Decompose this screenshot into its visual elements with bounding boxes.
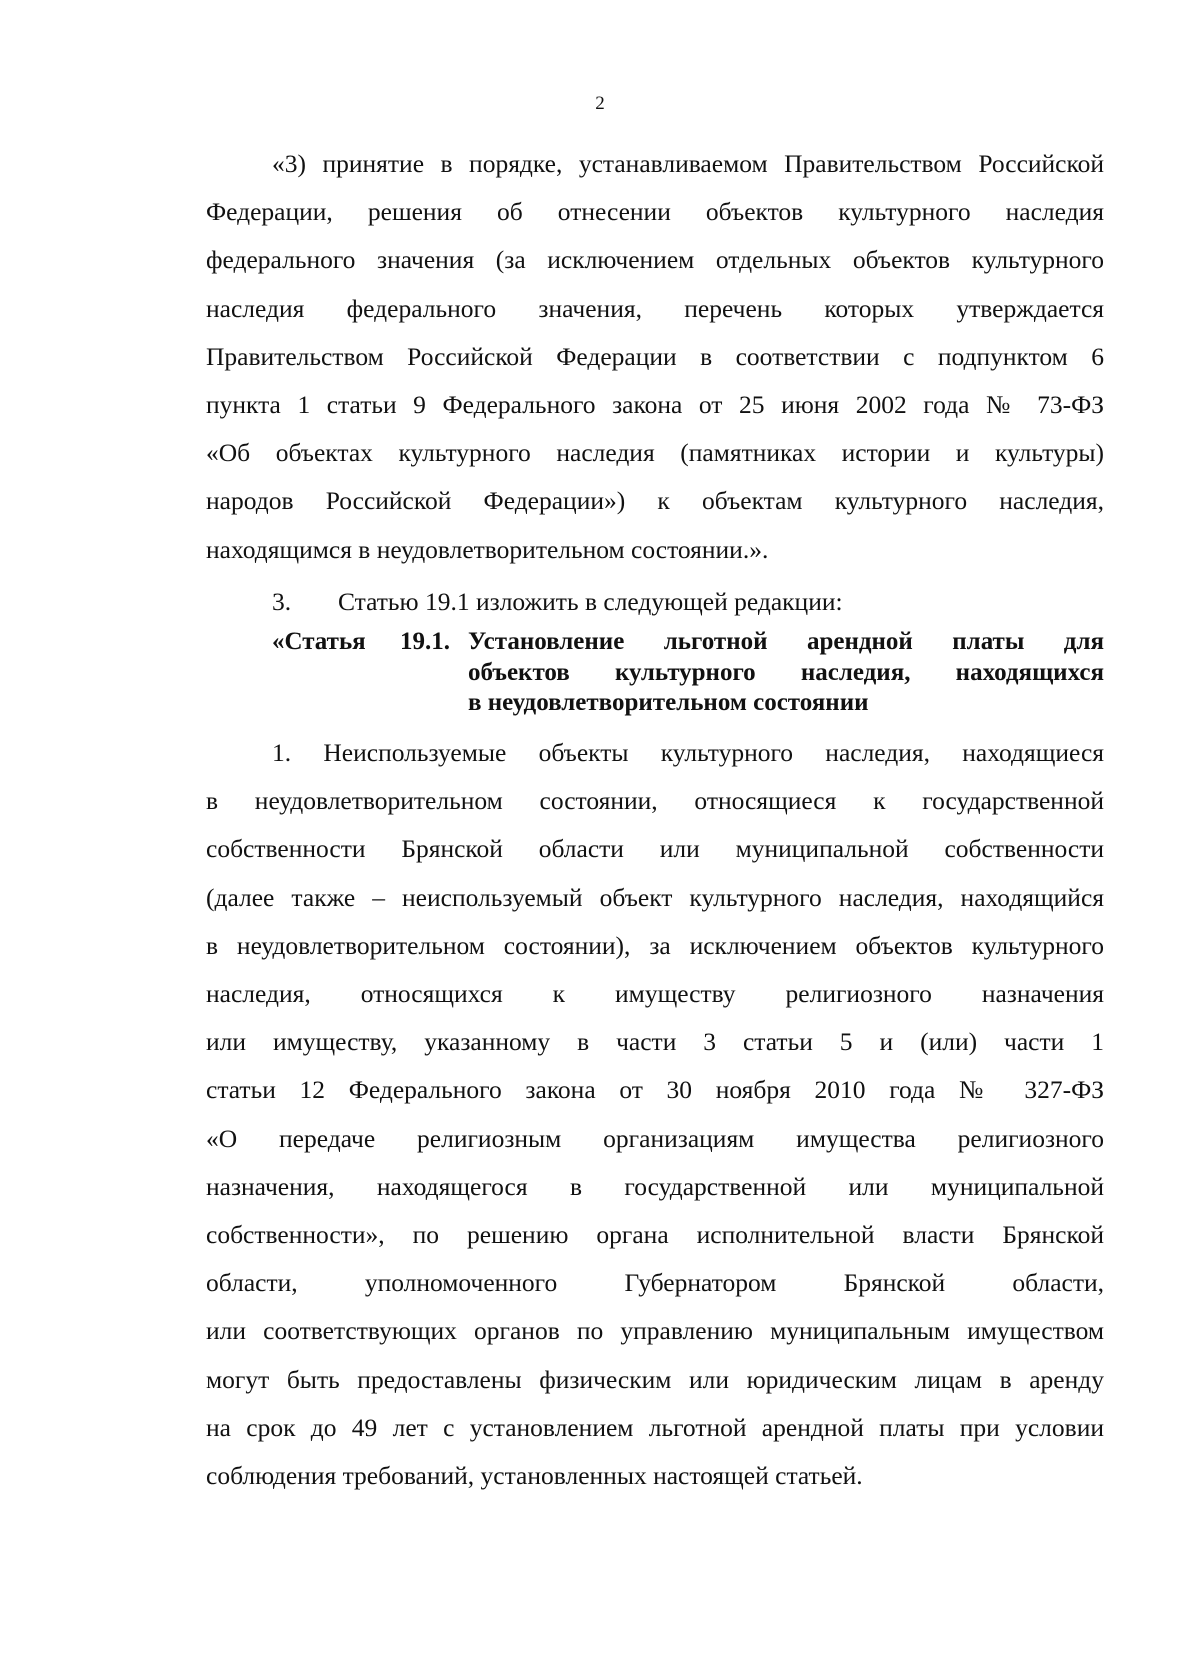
text-line: «Об объектах культурного наследия (памятниках истории и культуры) — [206, 438, 1104, 468]
article-title — [468, 627, 1104, 719]
text-line: статьи 12 Федерального закона от 30 ноября 2010 года № 327-ФЗ — [206, 1075, 1104, 1105]
text-line: наследия федерального значения, перечень которых утверждается — [206, 293, 1104, 323]
text-line: могут быть предоставлены физическим или юридическим лицам в аренду — [206, 1364, 1104, 1394]
text-line: собственности Брянской области или муниципальной собственности — [206, 834, 1104, 864]
text-line: народов Российской Федерации») к объектам культурного наследия, — [206, 486, 1104, 516]
text-line: 1. Неиспользуемые объекты культурного наследия, находящиеся — [272, 738, 1104, 767]
text-line: (далее также – неиспользуемый объект культурного наследия, находящийся — [206, 882, 1104, 912]
text-line: Правительством Российской Федерации в соответствии с подпунктом 6 — [206, 341, 1104, 371]
article-label: «Статья — [272, 628, 366, 655]
article-heading — [206, 627, 1104, 719]
article-title-line: Установление льготной арендной платы для — [468, 628, 1104, 655]
paragraph-intro — [206, 140, 1104, 574]
text-line: назначения, находящегося в государственной или муниципальной — [206, 1171, 1104, 1201]
paragraph-1 — [206, 729, 1104, 1500]
item-3 — [206, 578, 1104, 626]
text-line: федерального значения (за исключением отдельных объектов культурного — [206, 245, 1104, 275]
article-title-line: в неудовлетворительном состоянии — [468, 689, 869, 716]
text-line: на срок до 49 лет с установлением льготной арендной платы при условии — [206, 1412, 1104, 1442]
text-line: или имуществу, указанному в части 3 статьи 5 и (или) части 1 — [206, 1027, 1104, 1057]
text-line: Федерации, решения об отнесении объектов культурного наследия — [206, 197, 1104, 227]
item-text: Статью 19.1 изложить в следующей редакции: — [338, 587, 843, 616]
article-number: 19.1. — [400, 628, 450, 655]
text-line: находящимся в неудовлетворительном состоянии.». — [206, 534, 769, 564]
page-number: 2 — [595, 93, 605, 114]
text-line: наследия, относящихся к имуществу религиозного назначения — [206, 979, 1104, 1009]
text-line: пункта 1 статьи 9 Федерального закона от 25 июня 2002 года № 73-ФЗ — [206, 390, 1104, 420]
text-line: области, уполномоченного Губернатором Брянской области, — [206, 1268, 1104, 1298]
text-line: собственности», по решению органа исполнительной власти Брянской — [206, 1220, 1104, 1250]
article-lead — [206, 627, 468, 719]
text-line: соблюдения требований, установленных настоящей статьей. — [206, 1461, 863, 1491]
item-number: 3. — [272, 587, 292, 616]
text-line: «3) принятие в порядке, устанавливаемом Правительством Российской — [272, 149, 1104, 178]
text-line: в неудовлетворительном состоянии, относящиеся к государственной — [206, 786, 1104, 816]
text-line: или соответствующих органов по управлению муниципальным имуществом — [206, 1316, 1104, 1346]
text-line: «О передаче религиозным организациям имущества религиозного — [206, 1123, 1104, 1153]
text-line: в неудовлетворительном состоянии), за исключением объектов культурного — [206, 930, 1104, 960]
article-title-line: объектов культурного наследия, находящихся — [468, 658, 1104, 686]
